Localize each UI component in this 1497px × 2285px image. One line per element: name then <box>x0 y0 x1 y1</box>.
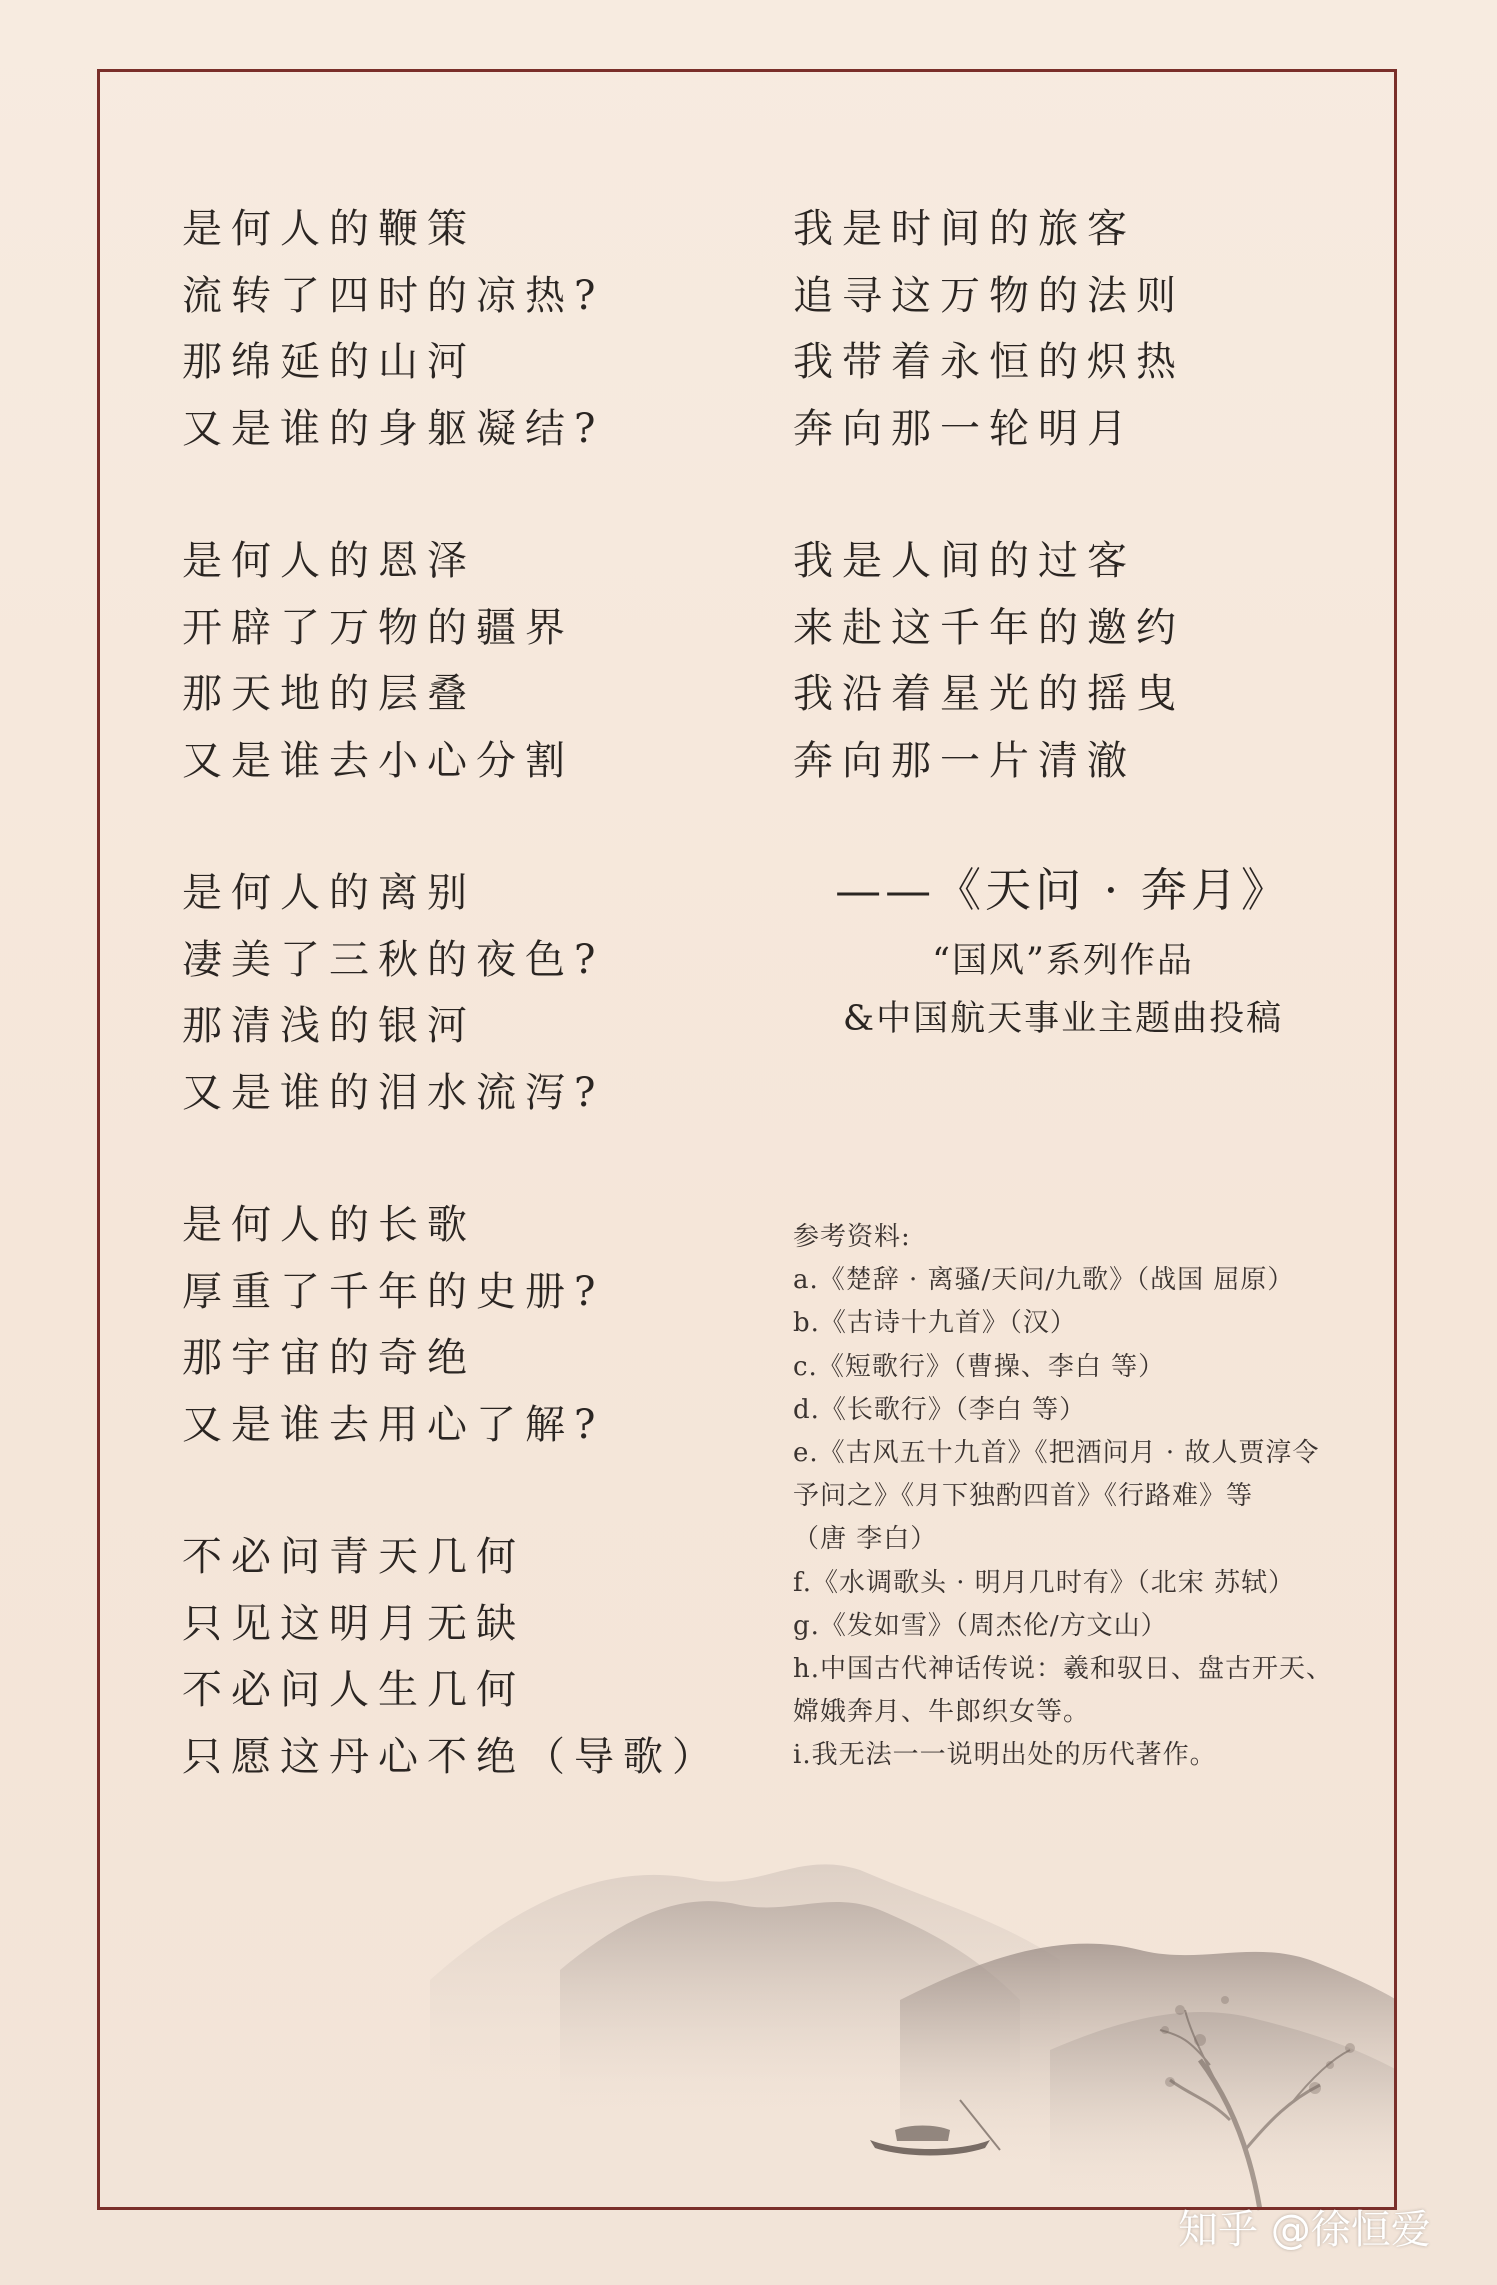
site-watermark: 知乎 @徐恒爱 <box>1178 2207 1431 2253</box>
stanza <box>182 860 702 1126</box>
reference-item: （唐 李白） <box>793 1524 938 1555</box>
references-section <box>793 1216 1353 1778</box>
poem-line: 又是谁去小心分割 <box>182 737 574 784</box>
poem-line: 那天地的层叠 <box>182 671 476 717</box>
poem-line: 又是谁的身躯凝结? <box>182 405 605 452</box>
reference-item: i.我无法一一说明出处的历代著作。 <box>793 1740 1217 1771</box>
poem-line: 奔向那一片清澈 <box>793 737 1136 784</box>
poem-line: 追寻这万物的法则 <box>793 272 1185 319</box>
stanza <box>793 528 1353 794</box>
poem-line: 厚重了千年的史册? <box>182 1268 605 1315</box>
poem-line: 是何人的离别 <box>182 870 476 916</box>
poem-line: 我沿着星光的摇曳 <box>793 671 1185 717</box>
poem-line: 来赴这千年的邀约 <box>793 604 1185 651</box>
reference-item: h.中国古代神话传说：羲和驭日、盘古开天、 <box>793 1654 1334 1685</box>
stanza <box>182 196 702 462</box>
reference-item: d.《长歌行》（李白 等） <box>793 1394 1087 1425</box>
poem-line: 是何人的恩泽 <box>182 538 476 584</box>
poem-line: 只见这明月无缺 <box>182 1600 525 1647</box>
stanza <box>182 528 702 794</box>
poem-left-column <box>182 196 721 1856</box>
poem-line: 奔向那一轮明月 <box>793 405 1136 452</box>
poem-line: 那清浅的银河 <box>182 1003 476 1049</box>
poem-line: 流转了四时的凉热? <box>182 272 605 319</box>
reference-item: 嫦娥奔月、牛郎织女等。 <box>793 1697 1091 1728</box>
poem-line: 不必问人生几何 <box>182 1667 525 1713</box>
reference-item: f.《水调歌头 · 明月几时有》（北宋 苏轼） <box>793 1567 1296 1598</box>
poem-signature <box>793 860 1333 1048</box>
reference-item: b.《古诗十九首》（汉） <box>793 1308 1077 1339</box>
poem-line: 开辟了万物的疆界 <box>182 604 574 651</box>
poem-line: 只愿这丹心不绝（导歌） <box>182 1733 721 1780</box>
poem-line: 不必问青天几何 <box>182 1534 525 1580</box>
stanza <box>182 1192 702 1458</box>
poem-line: 凄美了三秋的夜色? <box>182 936 605 983</box>
poem-line: 那宇宙的奇绝 <box>182 1335 476 1381</box>
reference-item: g.《发如雪》（周杰伦/方文山） <box>793 1610 1168 1641</box>
poem-right-column <box>793 196 1353 860</box>
reference-item: a.《楚辞 · 离骚/天问/九歌》（战国 屈原） <box>793 1265 1295 1296</box>
reference-item: e.《古风五十九首》《把酒问月 · 故人贾淳令 <box>793 1438 1320 1469</box>
poem-line: 又是谁的泪水流泻? <box>182 1069 605 1116</box>
stanza <box>793 196 1353 462</box>
poem-line: 我是时间的旅客 <box>793 206 1136 252</box>
reference-item: c.《短歌行》（曹操、李白 等） <box>793 1351 1166 1382</box>
references-heading: 参考资料: <box>793 1222 911 1252</box>
reference-item: 予问之》《月下独酌四首》《行路难》等 <box>793 1481 1254 1512</box>
poem-line: 又是谁去用心了解? <box>182 1401 605 1448</box>
submission-note: &中国航天事业主题曲投稿 <box>842 999 1284 1039</box>
poem-line: 那绵延的山河 <box>182 339 476 385</box>
series-subtitle: “国风”系列作品 <box>932 941 1194 981</box>
stanza <box>182 1524 721 1790</box>
poem-line: 是何人的长歌 <box>182 1202 476 1248</box>
poem-line: 我是人间的过客 <box>793 538 1136 584</box>
poem-line: 是何人的鞭策 <box>182 206 476 252</box>
poem-title: ——《天问 · 奔月》 <box>835 863 1291 917</box>
poem-line: 我带着永恒的炽热 <box>793 339 1185 385</box>
